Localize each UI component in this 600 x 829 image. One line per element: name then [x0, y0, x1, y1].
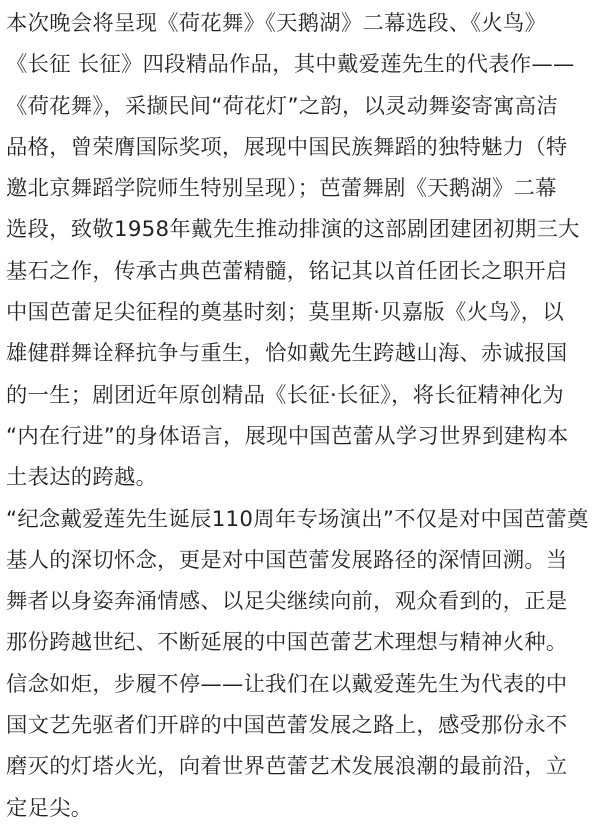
text-line: 品格，曾荣膺国际奖项，展现中国民族舞蹈的独特魅力（特: [6, 134, 568, 160]
text-line: “内在行进”的身体语言，展现中国芭蕾从学习世界到建构本: [6, 423, 569, 449]
text-line: 基石之作，传承古典芭蕾精髓，铭记其以首任团长之职开启: [6, 258, 568, 284]
text-line: 土表达的跨越。: [6, 465, 158, 491]
text-line: 那份跨越世纪、不断延展的中国芭蕾艺术理想与精神火种。: [6, 630, 568, 656]
text-line: 邀北京舞蹈学院师生特别呈现）；芭蕾舞剧《天鹅湖》二幕: [6, 176, 557, 202]
text-line: 雄健群舞诠释抗争与重生，恰如戴先生跨越山海、赤诚报国: [6, 341, 568, 367]
text-line: 《长征 长征》四段精品作品，其中戴爱莲先生的代表作——: [6, 52, 575, 78]
text-line: 舞者以身姿奔涌情感、以足尖继续向前，观众看到的，正是: [6, 589, 568, 615]
text-line: “纪念戴爱莲先生诞辰110周年专场演出”不仅是对中国芭蕾奠: [6, 506, 589, 532]
text-line: 基人的深切怀念，更是对中国芭蕾发展路径的深情回溯。当: [6, 547, 568, 573]
text-line: 中国芭蕾足尖征程的奠基时刻；莫里斯·贝嘉版《火鸟》，以: [6, 300, 564, 326]
text-line: 国文艺先驱者们开辟的中国芭蕾发展之路上，感受那份永不: [6, 713, 568, 739]
text-line: 本次晚会将呈现《荷花舞》《天鹅湖》二幕选段、《火鸟》: [6, 11, 547, 36]
text-line: 《荷花舞》，采撷民间“荷花灯”之韵，以灵动舞姿寄寓高洁: [6, 93, 558, 119]
text-line: 的一生；剧团近年原创精品《长征·长征》，将长征精神化为: [6, 382, 564, 408]
text-line: 磨灭的灯塔火光，向着世界芭蕾艺术发展浪潮的最前沿，立: [6, 754, 568, 780]
text-line: 选段，致敬1958年戴先生推动排演的这部剧团建团初期三大: [6, 217, 580, 243]
paragraph-tribute: [6, 499, 596, 829]
paragraph-program: [6, 3, 596, 499]
text-line: 信念如炬，步履不停——让我们在以戴爱莲先生为代表的中: [6, 671, 568, 697]
text-line: 定足尖。: [6, 795, 93, 821]
